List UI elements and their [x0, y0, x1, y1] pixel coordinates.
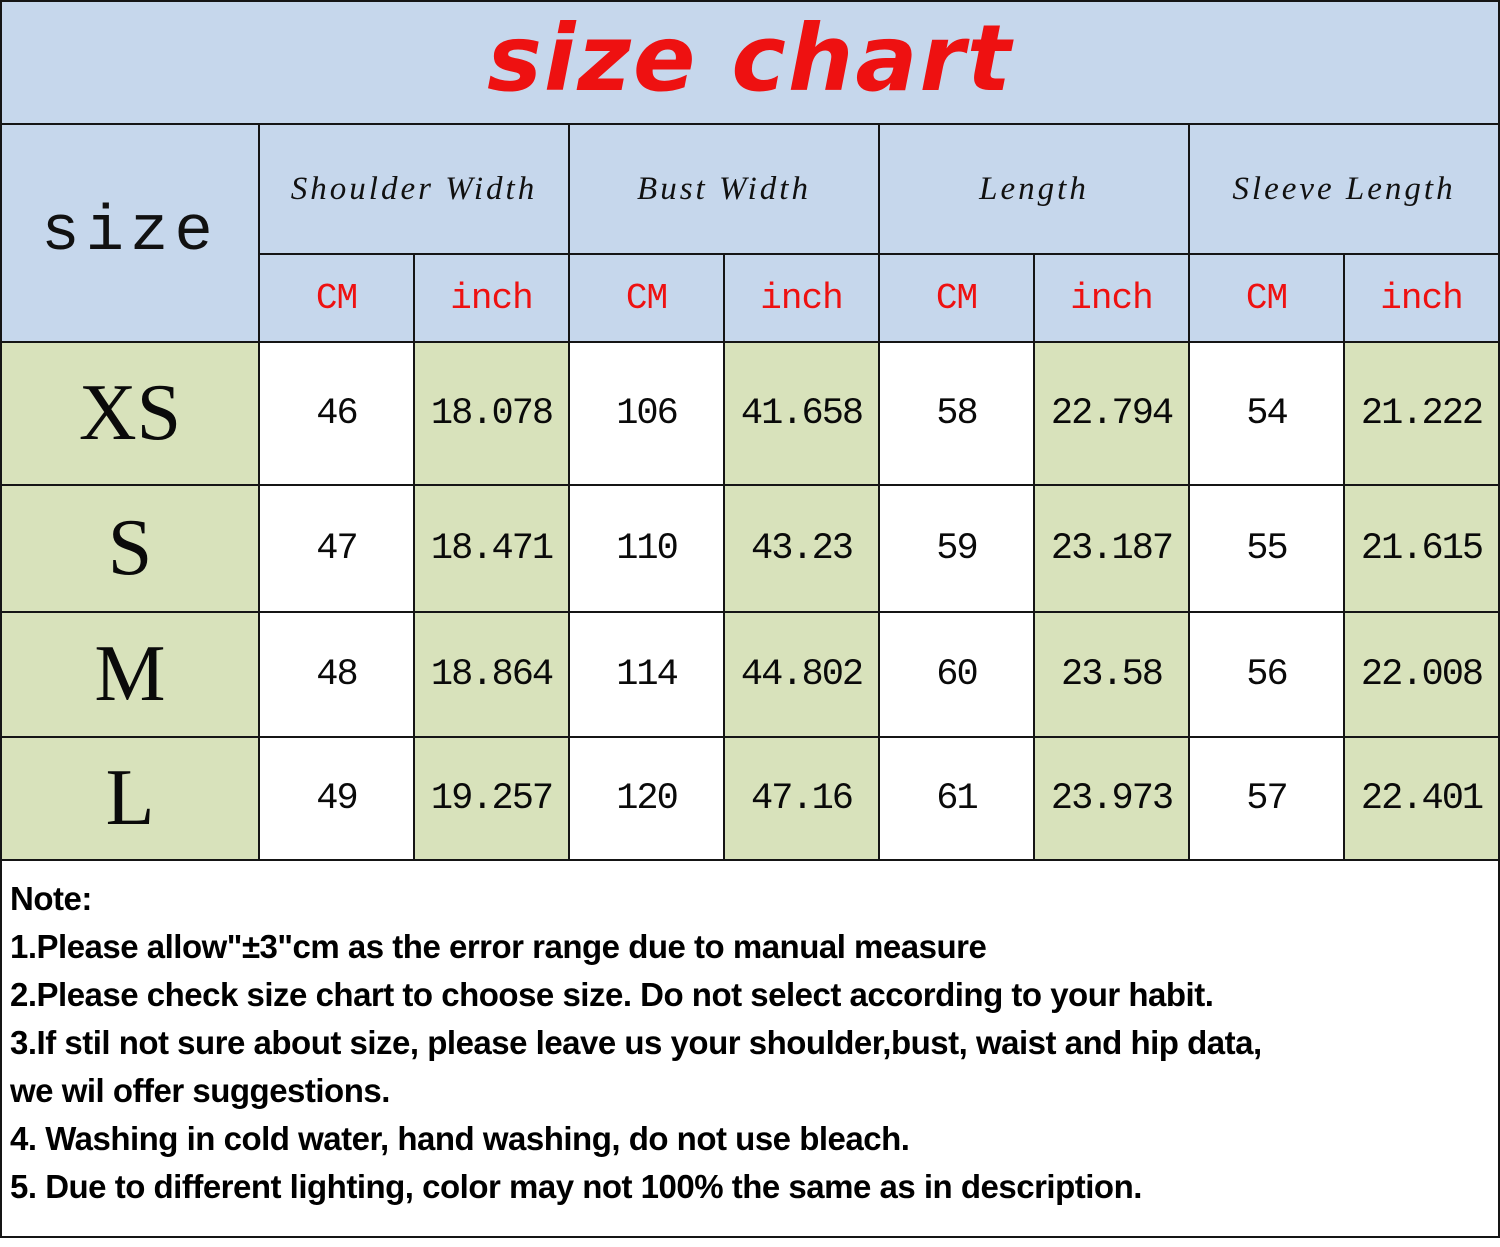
unit-header-inch: inch [725, 255, 878, 341]
value-cell: 43.23 [725, 486, 878, 611]
unit-header-cm: CM [880, 255, 1033, 341]
group-header-sleeve-length: Sleeve Length [1190, 125, 1498, 253]
value-cell: 21.615 [1345, 486, 1498, 611]
row-label-xs: XS [2, 343, 258, 484]
value-cell: 47 [260, 486, 413, 611]
page-title: size chart [487, 4, 1013, 112]
value-cell: 49 [260, 738, 413, 859]
unit-header-cm: CM [570, 255, 723, 341]
value-cell: 46 [260, 343, 413, 484]
unit-header-cm: CM [1190, 255, 1343, 341]
value-cell: 54 [1190, 343, 1343, 484]
value-cell: 61 [880, 738, 1033, 859]
row-label-m: M [2, 613, 258, 736]
value-cell: 41.658 [725, 343, 878, 484]
value-cell: 22.794 [1035, 343, 1188, 484]
value-cell: 47.16 [725, 738, 878, 859]
value-cell: 57 [1190, 738, 1343, 859]
value-cell: 23.973 [1035, 738, 1188, 859]
value-cell: 23.187 [1035, 486, 1188, 611]
value-cell: 110 [570, 486, 723, 611]
notes-heading: Note: [10, 880, 92, 917]
unit-header-inch: inch [1035, 255, 1188, 341]
note-line-5: 5. Due to different lighting, color may not 100% the same as in description. [10, 1168, 1142, 1205]
unit-header-inch: inch [1345, 255, 1498, 341]
note-line-1: 1.Please allow"±3"cm as the error range due to manual measure [10, 928, 987, 965]
note-line-2: 2.Please check size chart to choose size. Do not select according to your habit. [10, 976, 1214, 1013]
notes-section [2, 861, 1498, 1211]
row-label-l: L [2, 738, 258, 859]
value-cell: 23.58 [1035, 613, 1188, 736]
row-label-s: S [2, 486, 258, 611]
value-cell: 48 [260, 613, 413, 736]
value-cell: 19.257 [415, 738, 568, 859]
unit-header-cm: CM [260, 255, 413, 341]
group-header-bust-width: Bust Width [570, 125, 878, 253]
value-cell: 60 [880, 613, 1033, 736]
value-cell: 18.471 [415, 486, 568, 611]
value-cell: 59 [880, 486, 1033, 611]
value-cell: 114 [570, 613, 723, 736]
size-table [2, 125, 1498, 861]
value-cell: 55 [1190, 486, 1343, 611]
note-line-3-continued: we wil offer suggestions. [10, 1072, 390, 1109]
group-header-shoulder-width: Shoulder Width [260, 125, 568, 253]
value-cell: 58 [880, 343, 1033, 484]
value-cell: 44.802 [725, 613, 878, 736]
value-cell: 18.078 [415, 343, 568, 484]
note-line-4: 4. Washing in cold water, hand washing, do not use bleach. [10, 1120, 910, 1157]
value-cell: 22.401 [1345, 738, 1498, 859]
value-cell: 106 [570, 343, 723, 484]
value-cell: 21.222 [1345, 343, 1498, 484]
size-column-header: size [2, 125, 258, 341]
title-banner [2, 2, 1498, 125]
note-line-3: 3.If stil not sure about size, please leave us your shoulder,bust, waist and hip data, [10, 1024, 1262, 1061]
value-cell: 120 [570, 738, 723, 859]
value-cell: 18.864 [415, 613, 568, 736]
value-cell: 56 [1190, 613, 1343, 736]
unit-header-inch: inch [415, 255, 568, 341]
value-cell: 22.008 [1345, 613, 1498, 736]
group-header-length: Length [880, 125, 1188, 253]
